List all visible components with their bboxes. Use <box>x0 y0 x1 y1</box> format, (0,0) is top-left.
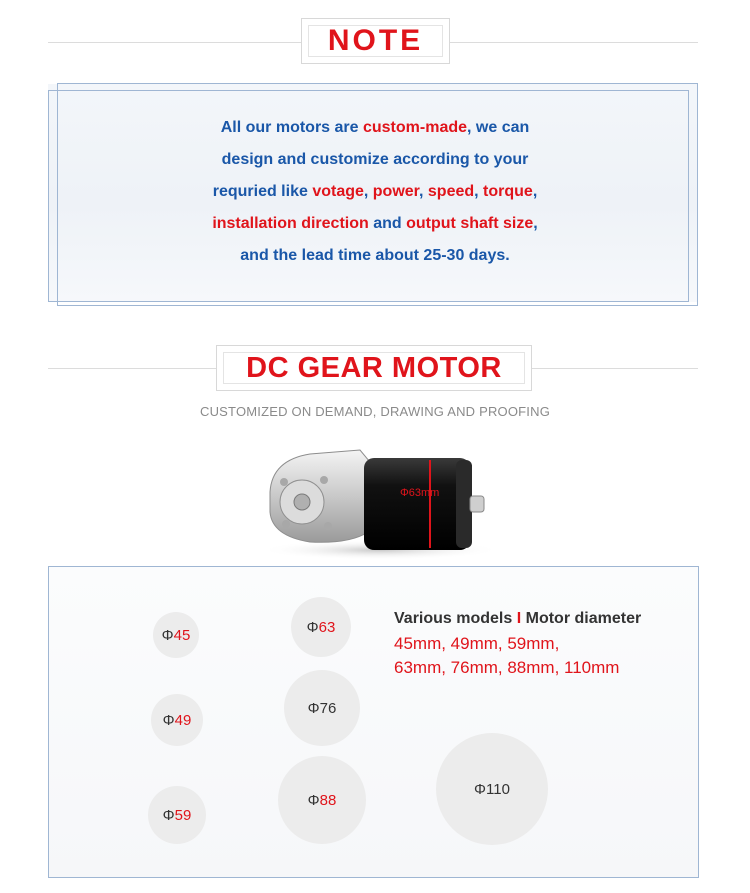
note-segment: design and customize according to your <box>221 151 529 168</box>
models-heading-separator: I <box>516 610 522 627</box>
phi-symbol: Φ <box>307 791 320 809</box>
diameter-value: 59 <box>174 806 192 824</box>
models-heading-part: Various models <box>394 610 513 627</box>
models-sizes-line-2: 63mm, 76mm, 88mm, 110mm <box>394 658 620 677</box>
section-divider-right <box>532 368 698 369</box>
phi-symbol: Φ <box>474 780 487 798</box>
gearbox-bolt <box>282 520 290 528</box>
phi-symbol: Φ <box>162 806 175 824</box>
note-segment-highlight: votage <box>312 183 364 200</box>
note-segment: and the lead time about 25-30 days. <box>240 247 510 264</box>
diameter-value: 110 <box>486 780 510 798</box>
diameter-value: 45 <box>173 626 191 644</box>
gear-motor-image <box>250 432 500 562</box>
phi-symbol: Φ <box>306 618 319 636</box>
note-segment: All our motors are <box>220 119 363 136</box>
note-segment: , <box>532 183 538 200</box>
diameter-value: 76 <box>319 699 337 717</box>
phi-symbol: Φ <box>162 711 175 729</box>
diameter-label: Φ63mm <box>400 487 440 499</box>
gearbox-bolt <box>280 478 288 486</box>
models-heading <box>394 610 641 628</box>
note-segment-highlight: speed <box>427 183 475 200</box>
gearbox-bolt <box>320 476 328 484</box>
diameter-value: 49 <box>174 711 192 729</box>
models-sizes-line-1: 45mm, 49mm, 59mm, <box>394 634 560 653</box>
diameter-value: 63 <box>318 618 336 636</box>
phi-symbol: Φ <box>161 626 174 644</box>
note-divider-right <box>450 42 698 43</box>
diameter-value: 88 <box>319 791 337 809</box>
note-line <box>100 144 650 176</box>
note-segment: , <box>419 183 428 200</box>
note-title-box <box>301 18 450 64</box>
section-divider-left <box>48 368 216 369</box>
note-segment: and <box>368 215 407 232</box>
phi-symbol: Φ <box>307 699 320 717</box>
section-title: DC GEAR MOTOR <box>246 351 502 384</box>
note-line <box>100 208 650 240</box>
diameter-circle-88 <box>278 756 366 844</box>
note-segment-highlight: custom-made <box>362 119 468 136</box>
gearbox-shaft <box>294 494 310 510</box>
note-segment: , <box>474 183 484 200</box>
diameter-circle-110 <box>436 733 548 845</box>
note-line <box>100 240 650 272</box>
section-title-box <box>216 345 532 391</box>
note-segment: requried like <box>212 183 313 200</box>
diameter-circle-49 <box>151 694 203 746</box>
note-segment: , <box>533 215 538 232</box>
note-divider-left <box>48 42 301 43</box>
note-segment-highlight: power <box>372 183 420 200</box>
note-line <box>100 176 650 208</box>
note-title: NOTE <box>327 24 424 57</box>
diameter-circle-45 <box>153 612 199 658</box>
motor-body <box>364 458 470 550</box>
note-text <box>100 112 650 272</box>
note-segment: , we can <box>467 119 530 136</box>
note-segment-highlight: installation direction <box>212 215 369 232</box>
diameter-circle-59 <box>148 786 206 844</box>
gearbox-bolt <box>324 522 332 530</box>
diameter-circle-63 <box>291 597 351 657</box>
diameter-circle-76 <box>284 670 360 746</box>
note-segment-highlight: output shaft size <box>406 215 534 232</box>
motor-end-shaft <box>470 496 484 512</box>
note-segment: , <box>363 183 373 200</box>
section-subtitle: CUSTOMIZED ON DEMAND, DRAWING AND PROOFING <box>199 404 551 419</box>
models-heading-part: Motor diameter <box>525 610 642 627</box>
note-segment-highlight: torque <box>483 183 533 200</box>
note-line <box>100 112 650 144</box>
